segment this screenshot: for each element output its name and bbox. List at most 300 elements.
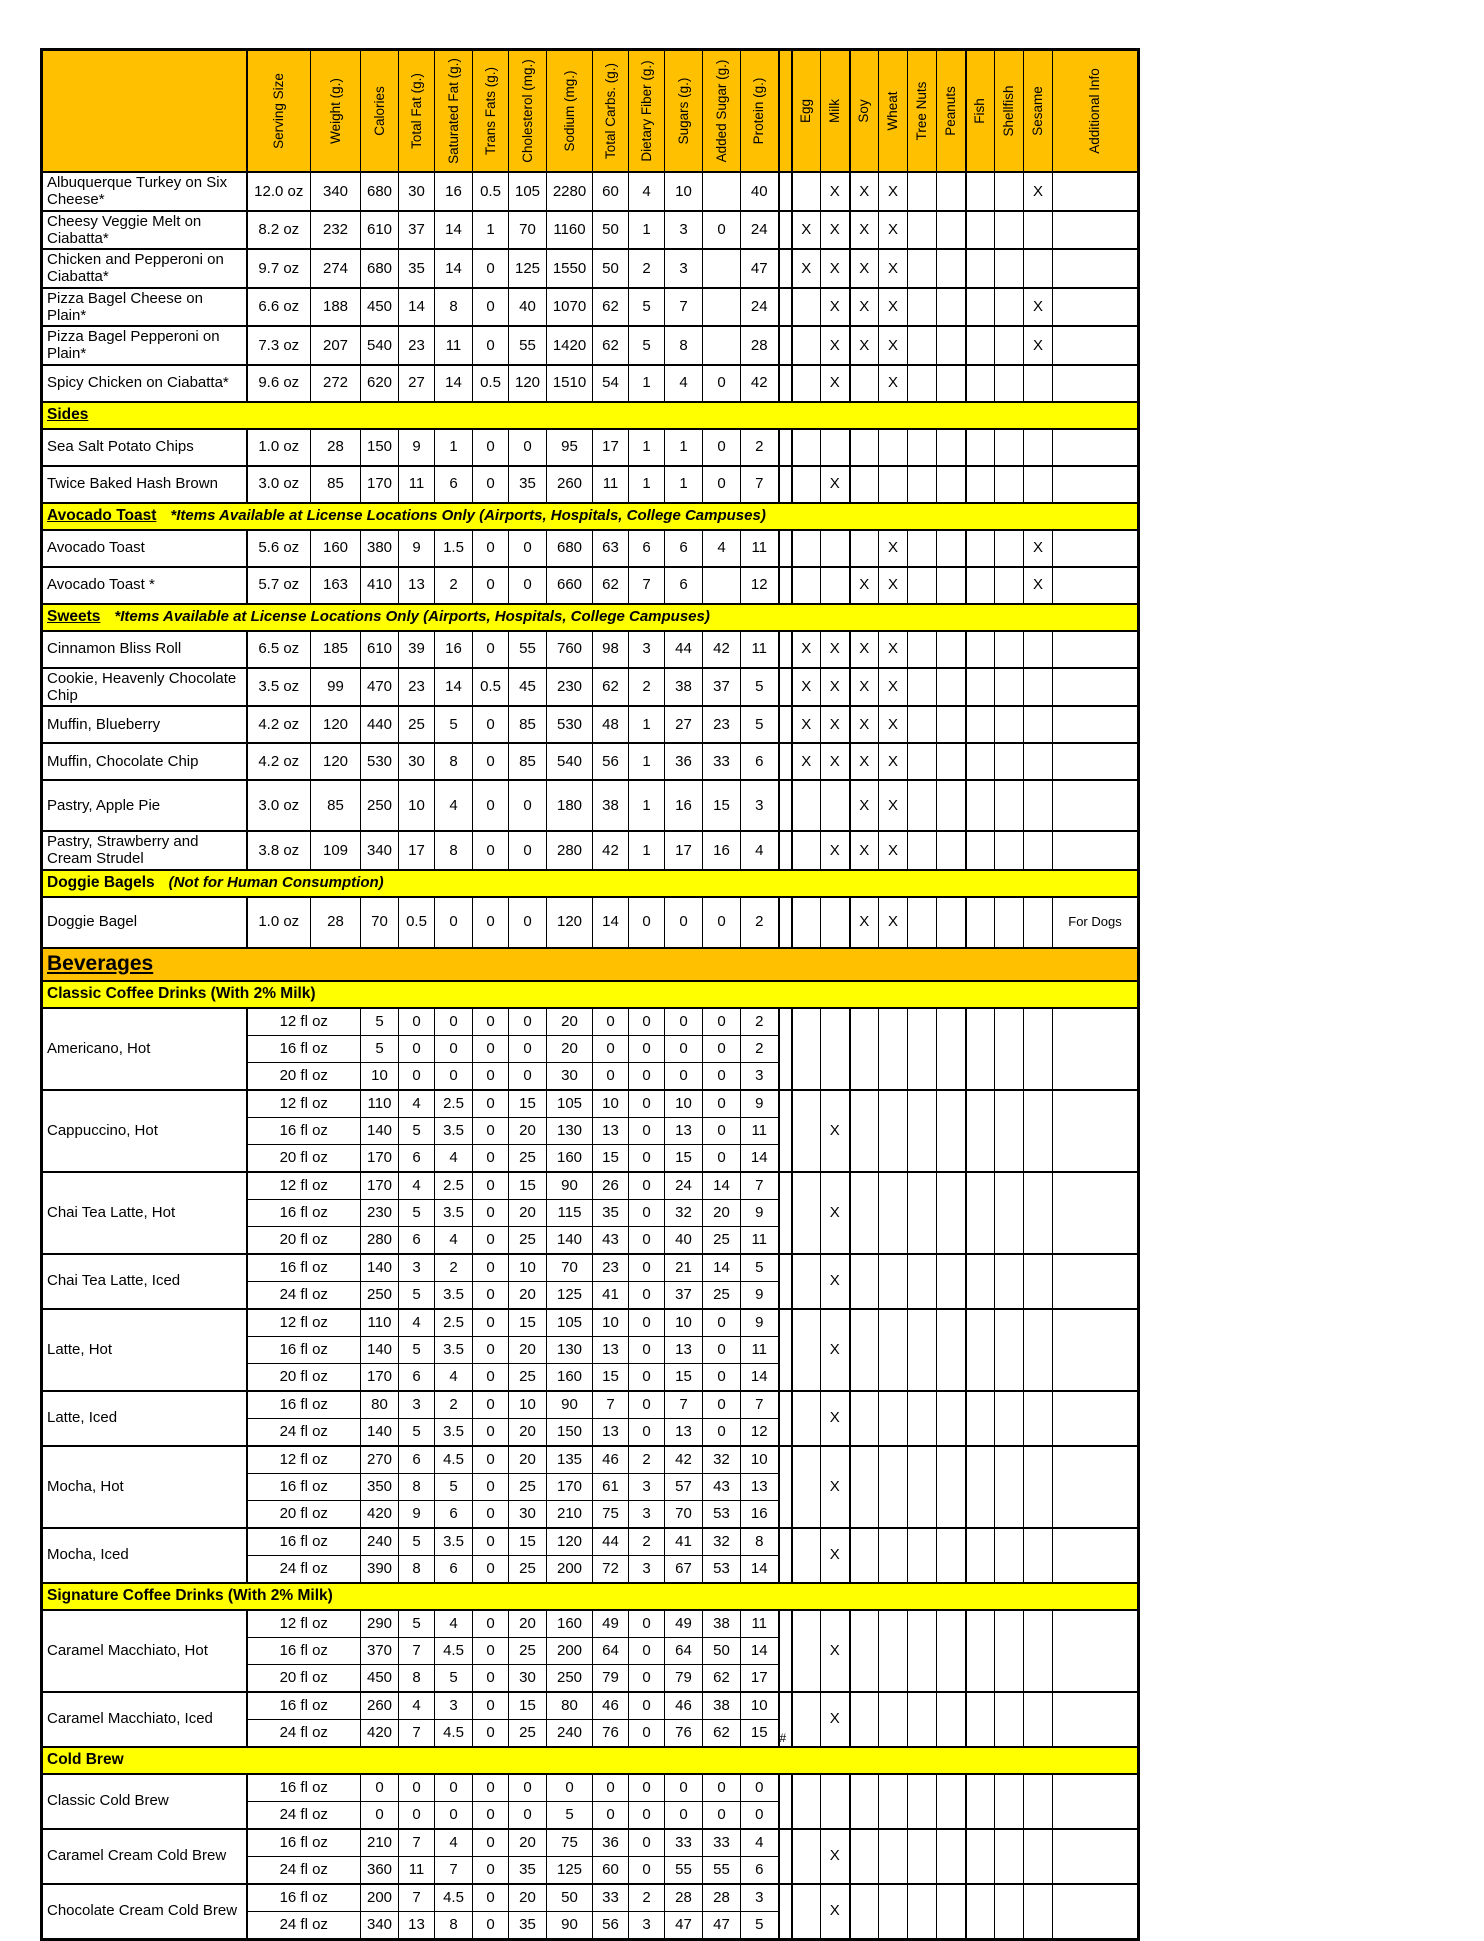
allergen-cell-soy: X — [850, 567, 879, 604]
spacer-cell — [779, 211, 792, 250]
nutrition-cell-total_fat: 6 — [399, 1446, 435, 1474]
nutrition-cell-protein: 6 — [741, 743, 779, 780]
nutrition-cell-total_carbs: 50 — [593, 249, 629, 288]
allergen-cell-shellfish — [995, 1829, 1024, 1884]
allergen-cell-peanuts — [937, 429, 966, 466]
nutrition-cell-trans_fats: 0 — [473, 1363, 509, 1391]
allergen-cell-peanuts — [937, 897, 966, 948]
allergen-cell-wheat — [879, 1446, 908, 1528]
serving-size-cell: 24 fl oz — [247, 1555, 361, 1583]
nutrition-cell-trans_fats: 0 — [473, 1418, 509, 1446]
nutrition-cell-calories: 5 — [361, 1008, 399, 1036]
item-name: Pizza Bagel Cheese on Plain* — [42, 288, 247, 327]
allergen-cell-sesame — [1024, 1610, 1053, 1692]
nutrition-cell-added_sugar — [703, 172, 741, 211]
serving-size-cell: 6.6 oz — [247, 288, 311, 327]
nutrition-cell-dietary_fiber: 5 — [629, 288, 665, 327]
nutrition-cell-sodium: 150 — [547, 1418, 593, 1446]
nutrition-cell-protein: 5 — [741, 1254, 779, 1282]
nutrition-cell-added_sugar: 20 — [703, 1199, 741, 1226]
nutrition-cell-calories: 200 — [361, 1884, 399, 1912]
item-name: Chai Tea Latte, Iced — [42, 1254, 247, 1309]
nutrition-cell-sugars: 17 — [665, 831, 703, 870]
nutrition-cell-protein: 9 — [741, 1199, 779, 1226]
nutrition-cell-dietary_fiber: 0 — [629, 1719, 665, 1747]
allergen-cell-shellfish — [995, 780, 1024, 831]
allergen-cell-soy — [850, 1391, 879, 1446]
nutrition-cell-total_fat: 6 — [399, 1226, 435, 1254]
column-label: Sodium (mg.) — [561, 70, 577, 152]
allergen-cell-egg — [792, 1829, 821, 1884]
allergen-cell-soy: X — [850, 831, 879, 870]
allergen-cell-peanuts — [937, 1008, 966, 1090]
nutrition-cell-calories: 380 — [361, 530, 399, 567]
nutrition-cell-sugars: 0 — [665, 1008, 703, 1036]
food-row — [42, 706, 1139, 743]
nutrition-cell-protein: 28 — [741, 326, 779, 365]
additional-info-cell — [1053, 1391, 1139, 1446]
nutrition-cell-protein: 11 — [741, 631, 779, 668]
nutrition-cell-sodium: 230 — [547, 668, 593, 707]
column-label: Fish — [972, 98, 988, 124]
nutrition-cell-total_carbs: 33 — [593, 1884, 629, 1912]
additional-info-cell — [1053, 1610, 1139, 1692]
allergen-cell-peanuts — [937, 631, 966, 668]
spacer-cell — [779, 567, 792, 604]
nutrition-cell-total_carbs: 11 — [593, 466, 629, 503]
item-name: Chocolate Cream Cold Brew — [42, 1884, 247, 1940]
column-label: Cholesterol (mg.) — [519, 59, 535, 163]
spacer-cell — [779, 466, 792, 503]
column-header-milk — [821, 50, 850, 173]
nutrition-cell-trans_fats: 0 — [473, 1911, 509, 1939]
nutrition-cell-added_sugar: 47 — [703, 1911, 741, 1939]
nutrition-cell-total_fat: 9 — [399, 530, 435, 567]
spacer-cell — [779, 1528, 792, 1583]
nutrition-cell-calories: 170 — [361, 1144, 399, 1172]
allergen-cell-wheat — [879, 1610, 908, 1692]
nutrition-cell-dietary_fiber: 3 — [629, 1500, 665, 1528]
allergen-cell-milk: X — [821, 1528, 850, 1583]
additional-info-cell — [1053, 530, 1139, 567]
section-title: Classic Coffee Drinks (With 2% Milk) — [47, 985, 316, 1003]
nutrition-cell-protein: 9 — [741, 1090, 779, 1118]
nutrition-cell-added_sugar: 0 — [703, 429, 741, 466]
nutrition-cell-protein: 11 — [741, 1117, 779, 1144]
nutrition-cell-added_sugar: 62 — [703, 1719, 741, 1747]
allergen-cell-tree_nuts — [908, 249, 937, 288]
nutrition-cell-total_fat: 37 — [399, 211, 435, 250]
nutrition-cell-total_fat: 17 — [399, 831, 435, 870]
nutrition-cell-protein: 4 — [741, 1829, 779, 1857]
serving-size-cell: 12 fl oz — [247, 1309, 361, 1337]
nutrition-cell-sugars: 57 — [665, 1473, 703, 1500]
spacer-cell — [779, 1090, 792, 1172]
serving-size-cell: 16 fl oz — [247, 1528, 361, 1556]
nutrition-cell-protein: 9 — [741, 1309, 779, 1337]
nutrition-cell-saturated_fat: 0 — [435, 1008, 473, 1036]
nutrition-cell-protein: 11 — [741, 1610, 779, 1638]
additional-info-cell — [1053, 706, 1139, 743]
nutrition-cell-added_sugar: 38 — [703, 1610, 741, 1638]
section-header-row — [42, 604, 1139, 631]
item-name: Chai Tea Latte, Hot — [42, 1172, 247, 1254]
allergen-cell-soy — [850, 1884, 879, 1940]
nutrition-cell-saturated_fat: 3 — [435, 1692, 473, 1720]
nutrition-cell-sodium: 0 — [547, 1774, 593, 1802]
allergen-cell-fish — [966, 743, 995, 780]
allergen-cell-sesame — [1024, 831, 1053, 870]
allergen-cell-soy — [850, 1610, 879, 1692]
nutrition-cell-sodium: 20 — [547, 1035, 593, 1062]
nutrition-cell-sugars: 79 — [665, 1664, 703, 1692]
nutrition-cell-trans_fats: 0 — [473, 743, 509, 780]
nutrition-cell-cholesterol: 20 — [509, 1336, 547, 1363]
serving-size-cell: 24 fl oz — [247, 1281, 361, 1309]
nutrition-cell-total_carbs: 60 — [593, 172, 629, 211]
nutrition-cell-sodium: 20 — [547, 1008, 593, 1036]
allergen-cell-shellfish — [995, 326, 1024, 365]
nutrition-table — [40, 48, 1140, 1941]
beverage-row — [42, 1610, 1139, 1638]
nutrition-cell-trans_fats: 0 — [473, 326, 509, 365]
column-label: Tree Nuts — [913, 81, 929, 141]
nutrition-cell-saturated_fat: 3.5 — [435, 1199, 473, 1226]
nutrition-cell-calories: 680 — [361, 172, 399, 211]
allergen-cell-peanuts — [937, 1610, 966, 1692]
nutrition-cell-dietary_fiber: 0 — [629, 1692, 665, 1720]
nutrition-cell-saturated_fat: 4 — [435, 780, 473, 831]
spacer-cell — [779, 1829, 792, 1884]
serving-size-cell: 20 fl oz — [247, 1226, 361, 1254]
allergen-cell-sesame — [1024, 1391, 1053, 1446]
nutrition-cell-added_sugar: 0 — [703, 897, 741, 948]
nutrition-cell-saturated_fat: 4 — [435, 1144, 473, 1172]
nutrition-cell-total_fat: 4 — [399, 1172, 435, 1200]
nutrition-cell-sugars: 7 — [665, 1391, 703, 1419]
nutrition-cell-added_sugar — [703, 249, 741, 288]
allergen-cell-shellfish — [995, 1610, 1024, 1692]
allergen-cell-milk: X — [821, 288, 850, 327]
additional-info-cell — [1053, 211, 1139, 250]
item-name: Pastry, Strawberry and Cream Strudel — [42, 831, 247, 870]
nutrition-cell-calories: 0 — [361, 1774, 399, 1802]
allergen-cell-wheat — [879, 1884, 908, 1940]
nutrition-cell-added_sugar: 0 — [703, 1336, 741, 1363]
nutrition-cell-dietary_fiber: 2 — [629, 1446, 665, 1474]
item-name: Muffin, Chocolate Chip — [42, 743, 247, 780]
allergen-cell-fish — [966, 1391, 995, 1446]
allergen-cell-milk: X — [821, 831, 850, 870]
column-header-egg — [792, 50, 821, 173]
nutrition-cell-cholesterol: 35 — [509, 466, 547, 503]
nutrition-cell-sodium: 1420 — [547, 326, 593, 365]
nutrition-cell-added_sugar: 0 — [703, 1309, 741, 1337]
serving-size-cell: 20 fl oz — [247, 1144, 361, 1172]
allergen-cell-milk — [821, 780, 850, 831]
allergen-cell-milk: X — [821, 1391, 850, 1446]
nutrition-cell-saturated_fat: 2 — [435, 567, 473, 604]
column-header-cholesterol — [509, 50, 547, 173]
nutrition-cell-dietary_fiber: 1 — [629, 743, 665, 780]
spacer-cell — [779, 288, 792, 327]
allergen-cell-peanuts — [937, 1884, 966, 1940]
allergen-cell-sesame — [1024, 706, 1053, 743]
allergen-cell-sesame — [1024, 1008, 1053, 1090]
column-label: Additional Info — [1086, 68, 1102, 154]
nutrition-cell-added_sugar: 0 — [703, 1035, 741, 1062]
nutrition-cell-dietary_fiber: 1 — [629, 831, 665, 870]
column-label: Sugars (g.) — [675, 77, 691, 145]
nutrition-cell-sugars: 0 — [665, 897, 703, 948]
section-note: *Items Available at License Locations Only (Airports, Hospitals, College Campuses) — [170, 507, 766, 525]
nutrition-cell-cholesterol: 0 — [509, 1062, 547, 1090]
nutrition-cell-total_carbs: 15 — [593, 1363, 629, 1391]
nutrition-cell-trans_fats: 0 — [473, 567, 509, 604]
nutrition-cell-added_sugar — [703, 326, 741, 365]
allergen-cell-peanuts — [937, 1829, 966, 1884]
nutrition-cell-dietary_fiber: 0 — [629, 1801, 665, 1829]
nutrition-cell-sodium: 135 — [547, 1446, 593, 1474]
nutrition-cell-added_sugar — [703, 567, 741, 604]
nutrition-cell-calories: 290 — [361, 1610, 399, 1638]
allergen-cell-sesame — [1024, 429, 1053, 466]
allergen-cell-shellfish — [995, 249, 1024, 288]
nutrition-cell-total_carbs: 0 — [593, 1774, 629, 1802]
item-name: Avocado Toast — [42, 530, 247, 567]
nutrition-cell-trans_fats: 0 — [473, 1610, 509, 1638]
allergen-cell-milk — [821, 1008, 850, 1090]
nutrition-cell-sugars: 44 — [665, 631, 703, 668]
nutrition-cell-saturated_fat: 1 — [435, 429, 473, 466]
nutrition-cell-total_carbs: 13 — [593, 1418, 629, 1446]
nutrition-cell-saturated_fat: 4 — [435, 1829, 473, 1857]
nutrition-cell-dietary_fiber: 0 — [629, 1363, 665, 1391]
nutrition-cell-dietary_fiber: 0 — [629, 1309, 665, 1337]
allergen-cell-egg — [792, 466, 821, 503]
nutrition-cell-sodium: 1550 — [547, 249, 593, 288]
nutrition-cell-cholesterol: 10 — [509, 1391, 547, 1419]
nutrition-cell-sodium: 120 — [547, 897, 593, 948]
nutrition-cell-total_carbs: 35 — [593, 1199, 629, 1226]
allergen-cell-egg — [792, 831, 821, 870]
section-title: Signature Coffee Drinks (With 2% Milk) — [47, 1587, 333, 1605]
nutrition-cell-cholesterol: 25 — [509, 1144, 547, 1172]
allergen-cell-fish — [966, 211, 995, 250]
nutrition-cell-sodium: 90 — [547, 1911, 593, 1939]
allergen-cell-egg: X — [792, 249, 821, 288]
column-header-fish — [966, 50, 995, 173]
nutrition-cell-total_fat: 3 — [399, 1254, 435, 1282]
nutrition-cell-trans_fats: 0 — [473, 1692, 509, 1720]
serving-size-cell: 24 fl oz — [247, 1801, 361, 1829]
serving-size-cell: 16 fl oz — [247, 1473, 361, 1500]
nutrition-cell-total_carbs: 17 — [593, 429, 629, 466]
additional-info-cell — [1053, 326, 1139, 365]
nutrition-cell-saturated_fat: 2 — [435, 1391, 473, 1419]
nutrition-cell-dietary_fiber: 0 — [629, 1035, 665, 1062]
beverage-row — [42, 1829, 1139, 1857]
allergen-cell-tree_nuts — [908, 1391, 937, 1446]
nutrition-cell-total_fat: 4 — [399, 1090, 435, 1118]
nutrition-cell-sodium: 760 — [547, 631, 593, 668]
allergen-cell-sesame: X — [1024, 326, 1053, 365]
allergen-cell-soy: X — [850, 743, 879, 780]
nutrition-cell-trans_fats: 0 — [473, 1117, 509, 1144]
nutrition-cell-trans_fats: 0 — [473, 1446, 509, 1474]
nutrition-cell-total_fat: 30 — [399, 743, 435, 780]
nutrition-cell-dietary_fiber: 0 — [629, 1281, 665, 1309]
nutrition-cell-total_carbs: 14 — [593, 897, 629, 948]
column-header-shellfish — [995, 50, 1024, 173]
allergen-cell-soy — [850, 429, 879, 466]
nutrition-cell-total_carbs: 61 — [593, 1473, 629, 1500]
nutrition-cell-trans_fats: 0 — [473, 1336, 509, 1363]
allergen-cell-fish — [966, 1692, 995, 1747]
beverage-row — [42, 1446, 1139, 1474]
allergen-cell-milk: X — [821, 743, 850, 780]
allergen-cell-milk: X — [821, 1829, 850, 1884]
nutrition-cell-calories: 610 — [361, 631, 399, 668]
serving-size-cell: 24 fl oz — [247, 1418, 361, 1446]
nutrition-cell-saturated_fat: 7 — [435, 1856, 473, 1884]
nutrition-cell-total_carbs: 23 — [593, 1254, 629, 1282]
nutrition-cell-sodium: 5 — [547, 1801, 593, 1829]
nutrition-cell-cholesterol: 25 — [509, 1719, 547, 1747]
serving-size-cell: 9.7 oz — [247, 249, 311, 288]
food-row — [42, 288, 1139, 327]
allergen-cell-wheat: X — [879, 288, 908, 327]
nutrition-cell-protein: 15 — [741, 1719, 779, 1747]
nutrition-cell-sodium: 1160 — [547, 211, 593, 250]
nutrition-cell-saturated_fat: 4.5 — [435, 1719, 473, 1747]
nutrition-cell-trans_fats: 0.5 — [473, 668, 509, 707]
nutrition-cell-protein: 12 — [741, 567, 779, 604]
nutrition-cell-total_carbs: 63 — [593, 530, 629, 567]
nutrition-cell-trans_fats: 0 — [473, 288, 509, 327]
column-header-added_sugar — [703, 50, 741, 173]
nutrition-cell-sugars: 0 — [665, 1035, 703, 1062]
nutrition-cell-sodium: 70 — [547, 1254, 593, 1282]
food-row — [42, 429, 1139, 466]
nutrition-cell-cholesterol: 30 — [509, 1500, 547, 1528]
allergen-cell-egg: X — [792, 631, 821, 668]
serving-size-cell: 16 fl oz — [247, 1117, 361, 1144]
nutrition-cell-saturated_fat: 2.5 — [435, 1090, 473, 1118]
nutrition-cell-protein: 7 — [741, 1172, 779, 1200]
nutrition-cell-dietary_fiber: 6 — [629, 530, 665, 567]
nutrition-cell-cholesterol: 0 — [509, 429, 547, 466]
serving-size-cell: 24 fl oz — [247, 1719, 361, 1747]
nutrition-cell-dietary_fiber: 0 — [629, 1664, 665, 1692]
allergen-cell-peanuts — [937, 1090, 966, 1172]
serving-size-cell: 16 fl oz — [247, 1199, 361, 1226]
allergen-cell-tree_nuts — [908, 211, 937, 250]
nutrition-cell-trans_fats: 0 — [473, 1309, 509, 1337]
nutrition-cell-added_sugar: 37 — [703, 668, 741, 707]
additional-info-cell — [1053, 365, 1139, 402]
nutrition-cell-dietary_fiber: 7 — [629, 567, 665, 604]
allergen-cell-wheat — [879, 1309, 908, 1391]
spacer-cell — [779, 743, 792, 780]
weight-cell: 163 — [311, 567, 361, 604]
allergen-cell-tree_nuts — [908, 1610, 937, 1692]
nutrition-cell-cholesterol: 20 — [509, 1418, 547, 1446]
nutrition-cell-trans_fats: 0 — [473, 1062, 509, 1090]
allergen-cell-tree_nuts — [908, 1829, 937, 1884]
allergen-cell-sesame — [1024, 1309, 1053, 1391]
nutrition-cell-added_sugar: 16 — [703, 831, 741, 870]
allergen-cell-fish — [966, 1884, 995, 1940]
nutrition-cell-sodium: 180 — [547, 780, 593, 831]
nutrition-cell-saturated_fat: 5 — [435, 1473, 473, 1500]
spacer-cell — [779, 1446, 792, 1528]
allergen-cell-milk: X — [821, 1172, 850, 1254]
spacer-cell — [779, 1309, 792, 1391]
nutrition-cell-protein: 2 — [741, 429, 779, 466]
item-name: Cookie, Heavenly Chocolate Chip — [42, 668, 247, 707]
nutrition-cell-saturated_fat: 16 — [435, 631, 473, 668]
allergen-cell-tree_nuts — [908, 897, 937, 948]
allergen-cell-wheat — [879, 429, 908, 466]
nutrition-cell-sugars: 3 — [665, 249, 703, 288]
nutrition-cell-trans_fats: 0 — [473, 1008, 509, 1036]
allergen-cell-soy — [850, 1446, 879, 1528]
nutrition-cell-calories: 240 — [361, 1528, 399, 1556]
nutrition-cell-added_sugar: 0 — [703, 1418, 741, 1446]
nutrition-cell-total_carbs: 79 — [593, 1664, 629, 1692]
allergen-cell-fish — [966, 780, 995, 831]
nutrition-cell-total_fat: 5 — [399, 1281, 435, 1309]
nutrition-cell-total_fat: 0 — [399, 1035, 435, 1062]
nutrition-cell-total_carbs: 72 — [593, 1555, 629, 1583]
nutrition-cell-trans_fats: 0 — [473, 1144, 509, 1172]
section-header-row — [42, 1583, 1139, 1610]
allergen-cell-soy — [850, 1254, 879, 1309]
spacer-cell — [779, 780, 792, 831]
allergen-cell-tree_nuts — [908, 1446, 937, 1528]
nutrition-cell-protein: 6 — [741, 1856, 779, 1884]
nutrition-cell-protein: 11 — [741, 530, 779, 567]
allergen-cell-wheat — [879, 466, 908, 503]
allergen-cell-wheat — [879, 1172, 908, 1254]
column-label: Protein (g.) — [751, 77, 767, 145]
nutrition-cell-total_carbs: 76 — [593, 1719, 629, 1747]
allergen-cell-wheat: X — [879, 780, 908, 831]
nutrition-cell-dietary_fiber: 0 — [629, 1610, 665, 1638]
allergen-cell-peanuts — [937, 466, 966, 503]
column-label: Weight (g.) — [327, 78, 343, 144]
food-row — [42, 249, 1139, 288]
spacer-cell — [779, 172, 792, 211]
allergen-cell-wheat: X — [879, 326, 908, 365]
nutrition-cell-sugars: 13 — [665, 1336, 703, 1363]
nutrition-cell-cholesterol: 25 — [509, 1473, 547, 1500]
additional-info-cell — [1053, 1172, 1139, 1254]
nutrition-cell-protein: 5 — [741, 1911, 779, 1939]
allergen-cell-milk: X — [821, 211, 850, 250]
beverage-row — [42, 1309, 1139, 1337]
nutrition-cell-saturated_fat: 3.5 — [435, 1528, 473, 1556]
serving-size-cell: 5.7 oz — [247, 567, 311, 604]
nutrition-cell-sugars: 49 — [665, 1610, 703, 1638]
nutrition-cell-cholesterol: 20 — [509, 1117, 547, 1144]
nutrition-cell-sugars: 47 — [665, 1911, 703, 1939]
allergen-cell-fish — [966, 1309, 995, 1391]
additional-info-cell — [1053, 1090, 1139, 1172]
nutrition-cell-cholesterol: 70 — [509, 211, 547, 250]
nutrition-cell-saturated_fat: 0 — [435, 1035, 473, 1062]
